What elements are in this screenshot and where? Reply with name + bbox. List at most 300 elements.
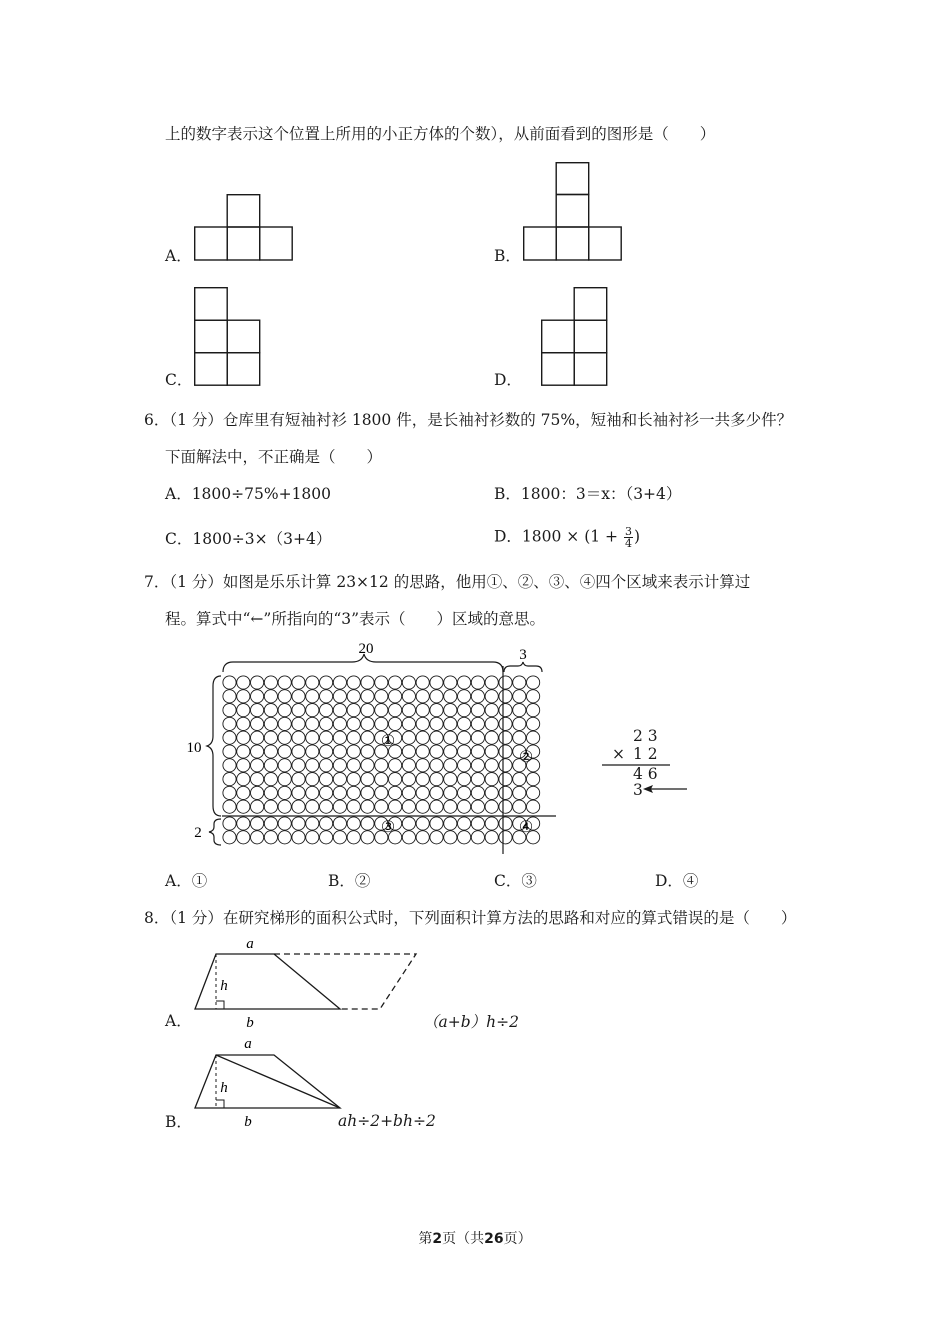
grid-dot [361, 704, 374, 717]
grid-dot [237, 786, 250, 799]
grid-dot [485, 800, 498, 813]
q7-left-brace [207, 676, 221, 816]
grid-dot [430, 676, 443, 689]
grid-dot [361, 745, 374, 758]
grid-dot [458, 831, 471, 844]
grid-dot [485, 786, 498, 799]
grid-dot [333, 786, 346, 799]
grid-dot [333, 704, 346, 717]
q6-option-b: B．1800：3＝x：（3+4） [494, 485, 682, 503]
arrow-left-icon [643, 782, 689, 796]
grid-dot [499, 690, 512, 703]
grid-dot [389, 690, 402, 703]
q8-option-b-label: B． [165, 1113, 192, 1131]
grid-dot [485, 717, 498, 730]
grid-dot [444, 831, 457, 844]
grid-dot [320, 800, 333, 813]
q5-option-a-label: A． [165, 247, 192, 265]
grid-dot [513, 717, 526, 730]
grid-dot [223, 717, 236, 730]
grid-dot [527, 690, 540, 703]
q6-option-d [494, 526, 640, 549]
q8-a-height-label: h [220, 978, 228, 994]
footer-page-number: 2 [432, 1231, 443, 1247]
grid-dot [320, 831, 333, 844]
grid-dot [444, 800, 457, 813]
grid-dot [361, 759, 374, 772]
grid-dot [402, 704, 415, 717]
grid-dot [264, 773, 277, 786]
grid-dot [471, 745, 484, 758]
grid-dot [292, 759, 305, 772]
grid-dot [237, 704, 250, 717]
footer-total-pages: 26 [484, 1231, 504, 1247]
grid-dot [499, 745, 512, 758]
grid-dot [402, 773, 415, 786]
grid-dot [444, 745, 457, 758]
grid-dot [223, 745, 236, 758]
grid-dot [237, 717, 250, 730]
grid-dot [499, 831, 512, 844]
grid-dot [237, 817, 250, 830]
q8-a-base-label: b [246, 1015, 254, 1031]
grid-dot [485, 690, 498, 703]
grid-dot [375, 773, 388, 786]
grid-dot [320, 731, 333, 744]
grid-dot [251, 676, 264, 689]
q7-option-a: A．① [165, 872, 208, 890]
grid-dot [499, 717, 512, 730]
grid-dot [264, 817, 277, 830]
grid-dot [416, 690, 429, 703]
grid-dot [402, 800, 415, 813]
grid-dot [416, 800, 429, 813]
q7-calc-line4: 3 [633, 781, 643, 799]
grid-dot [430, 800, 443, 813]
q7-top-label: 20 [358, 641, 374, 657]
q7-region-1: ① [380, 731, 396, 750]
grid-dot [223, 731, 236, 744]
grid-dot [402, 786, 415, 799]
grid-dot [264, 676, 277, 689]
grid-dot [237, 773, 250, 786]
grid-dot [402, 676, 415, 689]
q7-region-3: ③ [380, 817, 396, 836]
grid-dot [333, 690, 346, 703]
grid-dot [223, 704, 236, 717]
q7-bottom-left-brace [209, 819, 221, 845]
q7-left-label: 10 [186, 740, 202, 756]
grid-dot [430, 731, 443, 744]
grid-dot [375, 759, 388, 772]
grid-dot [223, 690, 236, 703]
grid-dot [458, 745, 471, 758]
grid-dot [458, 800, 471, 813]
footer-mid: 页（共 [442, 1231, 485, 1247]
q6-option-d-prefix: D．1800 × (1 + [494, 527, 623, 546]
grid-dot [402, 817, 415, 830]
q8-formula-b: ah÷2+bh÷2 [338, 1112, 436, 1130]
q8-stem: 8．（1 分）在研究梯形的面积公式时，下列面积计算方法的思路和对应的算式错误的是（ ） [144, 909, 797, 927]
grid-dot [513, 731, 526, 744]
grid-dot [527, 773, 540, 786]
grid-dot [292, 717, 305, 730]
q8-option-a-figure [190, 932, 450, 1032]
grid-dot [513, 704, 526, 717]
grid-dot [223, 831, 236, 844]
q7-calc-line1: 2 3 [633, 727, 658, 745]
grid-dot [389, 676, 402, 689]
q7-top-right-brace [504, 662, 542, 672]
grid-dot [292, 704, 305, 717]
grid-dot [513, 676, 526, 689]
grid-dot [513, 773, 526, 786]
grid-dot [306, 745, 319, 758]
grid-dot [389, 786, 402, 799]
grid-dot [237, 831, 250, 844]
grid-dot [402, 831, 415, 844]
grid-dot [333, 800, 346, 813]
grid-dot [306, 717, 319, 730]
grid-dot [306, 786, 319, 799]
grid-dot [251, 800, 264, 813]
grid-dot [458, 786, 471, 799]
grid-dot [251, 773, 264, 786]
grid-dot [513, 690, 526, 703]
q5-option-d-label: D． [494, 371, 522, 389]
grid-dot [375, 704, 388, 717]
grid-dot [237, 731, 250, 744]
grid-dot [264, 831, 277, 844]
q6-option-d-numerator: 3 [624, 525, 632, 538]
q7-calc-line2: 1 2 [633, 745, 658, 763]
grid-dot [278, 731, 291, 744]
grid-dot [264, 800, 277, 813]
footer-suffix: 页） [503, 1231, 532, 1247]
grid-dot [444, 759, 457, 772]
grid-dot [320, 704, 333, 717]
grid-dot [292, 831, 305, 844]
grid-dot [402, 745, 415, 758]
grid-dot [527, 717, 540, 730]
grid-dot [361, 676, 374, 689]
grid-dot [361, 717, 374, 730]
grid-dot [444, 773, 457, 786]
grid-dot [320, 745, 333, 758]
grid-dot [347, 817, 360, 830]
grid-dot [347, 759, 360, 772]
grid-dot [444, 717, 457, 730]
grid-dot [485, 773, 498, 786]
grid-dot [347, 831, 360, 844]
q7-top-right-label: 3 [519, 647, 527, 663]
grid-dot [333, 759, 346, 772]
grid-dot [499, 817, 512, 830]
grid-dot [347, 676, 360, 689]
grid-dot [278, 690, 291, 703]
q8-formula-a: （a+b）h÷2 [423, 1013, 519, 1031]
grid-dot [458, 731, 471, 744]
grid-dot [320, 676, 333, 689]
grid-dot [375, 676, 388, 689]
q8-b-base-label: b [244, 1114, 252, 1130]
grid-dot [292, 800, 305, 813]
grid-dot [402, 690, 415, 703]
grid-dot [527, 704, 540, 717]
grid-dot [333, 717, 346, 730]
grid-dot [306, 676, 319, 689]
grid-dot [458, 817, 471, 830]
grid-dot [444, 731, 457, 744]
grid-dot [223, 786, 236, 799]
grid-dot [347, 773, 360, 786]
grid-dot [485, 676, 498, 689]
grid-dot [320, 717, 333, 730]
grid-dot [251, 831, 264, 844]
q5-option-c-figure [194, 287, 262, 387]
grid-dot [306, 690, 319, 703]
grid-dot [292, 676, 305, 689]
grid-dot [251, 717, 264, 730]
grid-dot [402, 717, 415, 730]
grid-dot [361, 831, 374, 844]
grid-dot [264, 731, 277, 744]
grid-dot [361, 731, 374, 744]
grid-dot [458, 690, 471, 703]
grid-dot [389, 773, 402, 786]
grid-dot [347, 731, 360, 744]
q7-calc-line3: 4 6 [633, 765, 658, 783]
q7-region-4: ④ [518, 817, 534, 836]
grid-dot [333, 831, 346, 844]
grid-dot [278, 773, 291, 786]
grid-dot [237, 759, 250, 772]
page-footer [0, 1228, 950, 1248]
grid-dot [306, 731, 319, 744]
grid-dot [499, 731, 512, 744]
grid-dot [416, 831, 429, 844]
grid-dot [251, 759, 264, 772]
grid-dot [306, 831, 319, 844]
q6-option-d-denominator: 4 [624, 537, 632, 550]
grid-dot [375, 717, 388, 730]
grid-dot [458, 773, 471, 786]
grid-dot [237, 745, 250, 758]
grid-dot [416, 745, 429, 758]
grid-dot [527, 800, 540, 813]
grid-dot [416, 817, 429, 830]
grid-dot [347, 800, 360, 813]
grid-dot [237, 690, 250, 703]
q5-option-b-figure [523, 162, 623, 262]
q6-option-d-fraction [624, 526, 633, 549]
grid-dot [251, 817, 264, 830]
grid-dot [292, 731, 305, 744]
grid-dot [333, 745, 346, 758]
grid-dot [485, 704, 498, 717]
grid-dot [444, 704, 457, 717]
grid-dot [251, 690, 264, 703]
grid-dot [223, 800, 236, 813]
grid-dot [430, 817, 443, 830]
grid-dot [251, 745, 264, 758]
grid-dot [416, 731, 429, 744]
grid-dot [471, 831, 484, 844]
grid-dot [416, 773, 429, 786]
q7-option-d: D．④ [655, 872, 699, 890]
grid-dot [347, 690, 360, 703]
grid-dot [292, 745, 305, 758]
grid-dot [375, 800, 388, 813]
grid-dot [471, 731, 484, 744]
grid-dot [458, 759, 471, 772]
grid-dot [499, 773, 512, 786]
grid-dot [402, 731, 415, 744]
grid-dot [471, 717, 484, 730]
q5-stem: 上的数字表示这个位置上所用的小正方体的个数），从前面看到的图形是（ ） [165, 125, 716, 143]
q6-option-a: A．1800÷75%+1800 [165, 485, 332, 503]
grid-dot [416, 759, 429, 772]
grid-dot [320, 817, 333, 830]
grid-dot [361, 817, 374, 830]
q6-stem-line1: 6．（1 分）仓库里有短袖衬衫 1800 件，是长袖衬衫数的 75%，短袖和长袖衬衫一共多少件？ [144, 411, 793, 429]
q5-option-c-label: C． [165, 371, 193, 389]
grid-dot [278, 759, 291, 772]
grid-dot [458, 704, 471, 717]
grid-dot [444, 817, 457, 830]
grid-dot [389, 759, 402, 772]
grid-dot [430, 745, 443, 758]
grid-dot [375, 690, 388, 703]
grid-dot [430, 786, 443, 799]
grid-dot [306, 773, 319, 786]
grid-dot [347, 717, 360, 730]
q7-dot-grid-figure [180, 636, 565, 858]
grid-dot [471, 817, 484, 830]
grid-dot [416, 676, 429, 689]
grid-dot [430, 717, 443, 730]
q8-option-a-label: A． [165, 1012, 192, 1030]
q5-option-d-figure [541, 287, 609, 387]
grid-dot [444, 676, 457, 689]
grid-dot [471, 773, 484, 786]
q6-option-d-suffix: ) [633, 527, 641, 546]
grid-dot [251, 731, 264, 744]
q6-option-c: C．1800÷3×（3+4） [165, 530, 332, 548]
grid-dot [333, 817, 346, 830]
q7-region-2: ② [518, 747, 534, 766]
grid-dot [389, 717, 402, 730]
grid-dot [320, 773, 333, 786]
grid-dot [223, 759, 236, 772]
grid-dot [430, 759, 443, 772]
grid-dot [264, 704, 277, 717]
grid-dot [264, 786, 277, 799]
grid-dot [320, 759, 333, 772]
q8-b-top-label: a [244, 1036, 252, 1052]
grid-dot [471, 786, 484, 799]
grid-dot [361, 773, 374, 786]
grid-dot [237, 800, 250, 813]
grid-dot [223, 676, 236, 689]
grid-dot [278, 745, 291, 758]
grid-dot [499, 759, 512, 772]
grid-dot [527, 731, 540, 744]
grid-dot [471, 676, 484, 689]
grid-dot [292, 786, 305, 799]
grid-dot [306, 817, 319, 830]
grid-dot [292, 690, 305, 703]
grid-dot [444, 786, 457, 799]
grid-dot [278, 676, 291, 689]
grid-dot [251, 704, 264, 717]
grid-dot [278, 831, 291, 844]
q7-stem-line2: 程。算式中“←”所指向的“3”表示（ ）区域的意思。 [165, 610, 546, 628]
q7-bottom-left-label: 2 [194, 825, 202, 841]
grid-dot [458, 717, 471, 730]
grid-dot [320, 786, 333, 799]
q6-stem-line2: 下面解法中，不正确是（ ） [165, 448, 383, 466]
grid-dot [223, 817, 236, 830]
grid-dot [361, 690, 374, 703]
grid-dot [430, 704, 443, 717]
grid-dot [278, 717, 291, 730]
grid-dot [416, 717, 429, 730]
q8-b-height-label: h [220, 1080, 228, 1096]
grid-dot [499, 786, 512, 799]
grid-dot [485, 831, 498, 844]
grid-dot [237, 676, 250, 689]
q8-option-b-figure [190, 1033, 350, 1133]
grid-dot [527, 786, 540, 799]
grid-dot [333, 676, 346, 689]
grid-dot [485, 731, 498, 744]
grid-dot [389, 800, 402, 813]
grid-dot [430, 773, 443, 786]
grid-dot [389, 704, 402, 717]
grid-dot [471, 690, 484, 703]
q7-option-b: B．② [328, 872, 371, 890]
grid-dot [306, 759, 319, 772]
footer-prefix: 第 [418, 1231, 433, 1247]
grid-dot [278, 786, 291, 799]
grid-dot [471, 704, 484, 717]
grid-dot [513, 786, 526, 799]
grid-dot [458, 676, 471, 689]
q8-a-top-label: a [246, 936, 254, 952]
grid-dot [444, 690, 457, 703]
grid-dot [333, 731, 346, 744]
grid-dot [292, 773, 305, 786]
q7-calc-times: × [612, 745, 625, 763]
grid-dot [485, 759, 498, 772]
q7-option-c: C．③ [494, 872, 537, 890]
grid-dot [278, 817, 291, 830]
grid-dot [485, 745, 498, 758]
grid-dot [320, 690, 333, 703]
q5-option-b-label: B． [494, 247, 521, 265]
grid-dot [347, 704, 360, 717]
grid-dot [430, 690, 443, 703]
grid-dot [361, 786, 374, 799]
grid-dot [264, 745, 277, 758]
grid-dot [306, 704, 319, 717]
grid-dot [527, 676, 540, 689]
grid-dot [499, 800, 512, 813]
grid-dot [278, 704, 291, 717]
grid-dot [264, 717, 277, 730]
grid-dot [471, 800, 484, 813]
